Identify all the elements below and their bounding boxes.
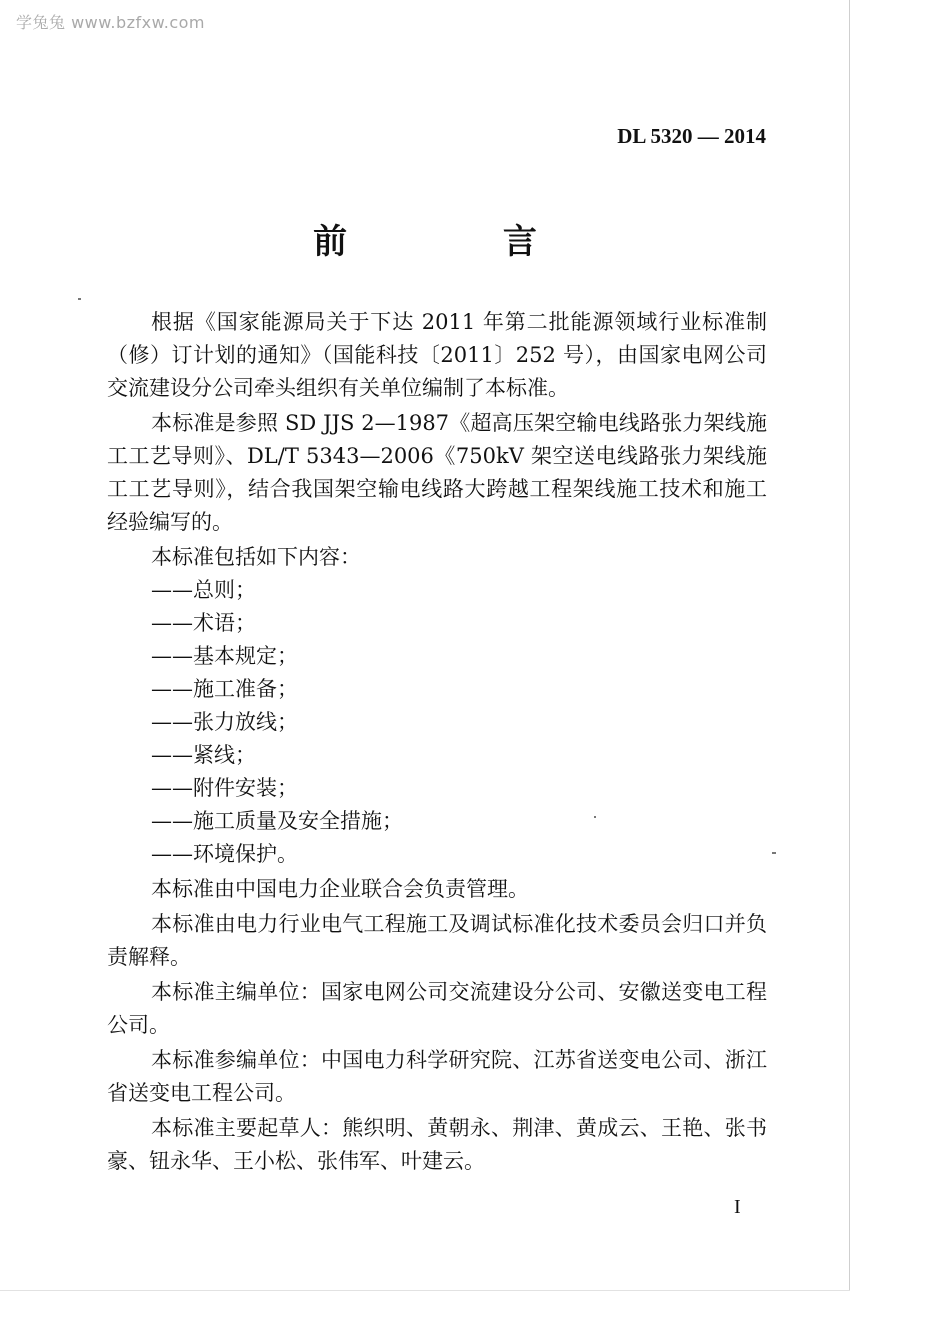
list-item: ——附件安装； <box>151 776 298 800</box>
document-number: DL 5320 — 2014 <box>617 124 766 148</box>
paragraph: 本标准是参照 SD JJS 2—1987《超高压架空输电线路张力架线施工工艺导则》、DL/T 5343—2006《750kV 架空送电线路张力架线施工工艺导则》，结合我国架空输电线路大跨越工程架线施工技术和施工经验编写的。 <box>107 411 767 534</box>
paragraph: 本标准由电力行业电气工程施工及调试标准化技术委员会归口并负责解释。 <box>107 912 767 969</box>
paragraph: 本标准主编单位：国家电网公司交流建设分公司、安徽送变电工程公司。 <box>107 980 767 1037</box>
list-item: ——施工准备； <box>151 677 298 701</box>
paragraph: 本标准主要起草人：熊织明、黄朝永、荆津、黄成云、王艳、张书豪、钮永华、王小松、张伟军、叶建云。 <box>107 1116 767 1173</box>
watermark: 学兔兔 www.bzfxw.com <box>16 13 205 32</box>
paragraph: 本标准参编单位：中国电力科学研究院、江苏省送变电公司、浙江省送变电工程公司。 <box>107 1048 767 1105</box>
paragraph: 本标准由中国电力企业联合会负责管理。 <box>151 877 529 901</box>
list-item: ——施工质量及安全措施； <box>151 809 403 833</box>
scan-speck <box>772 852 776 854</box>
page-title: 前 言 <box>313 222 609 262</box>
paragraph: 本标准包括如下内容： <box>151 545 361 569</box>
page-bottom-edge <box>0 1290 850 1291</box>
list-item: ——环境保护。 <box>151 842 298 866</box>
preface-body <box>107 306 767 1178</box>
list-item: ——紧线； <box>151 743 256 767</box>
list-item: ——总则； <box>151 578 256 602</box>
list-item: ——术语； <box>151 611 256 635</box>
scan-speck <box>78 298 81 300</box>
page-right-edge <box>849 0 850 1290</box>
paragraph: 根据《国家能源局关于下达 2011 年第二批能源领域行业标准制（修）订计划的通知》（国能科技〔2011〕252 号），由国家电网公司交流建设分公司牵头组织有关单位编制了本标准。 <box>107 310 767 400</box>
scan-speck <box>594 816 596 818</box>
page-number: I <box>734 1196 741 1218</box>
list-item: ——张力放线； <box>151 710 298 734</box>
list-item: ——基本规定； <box>151 644 298 668</box>
